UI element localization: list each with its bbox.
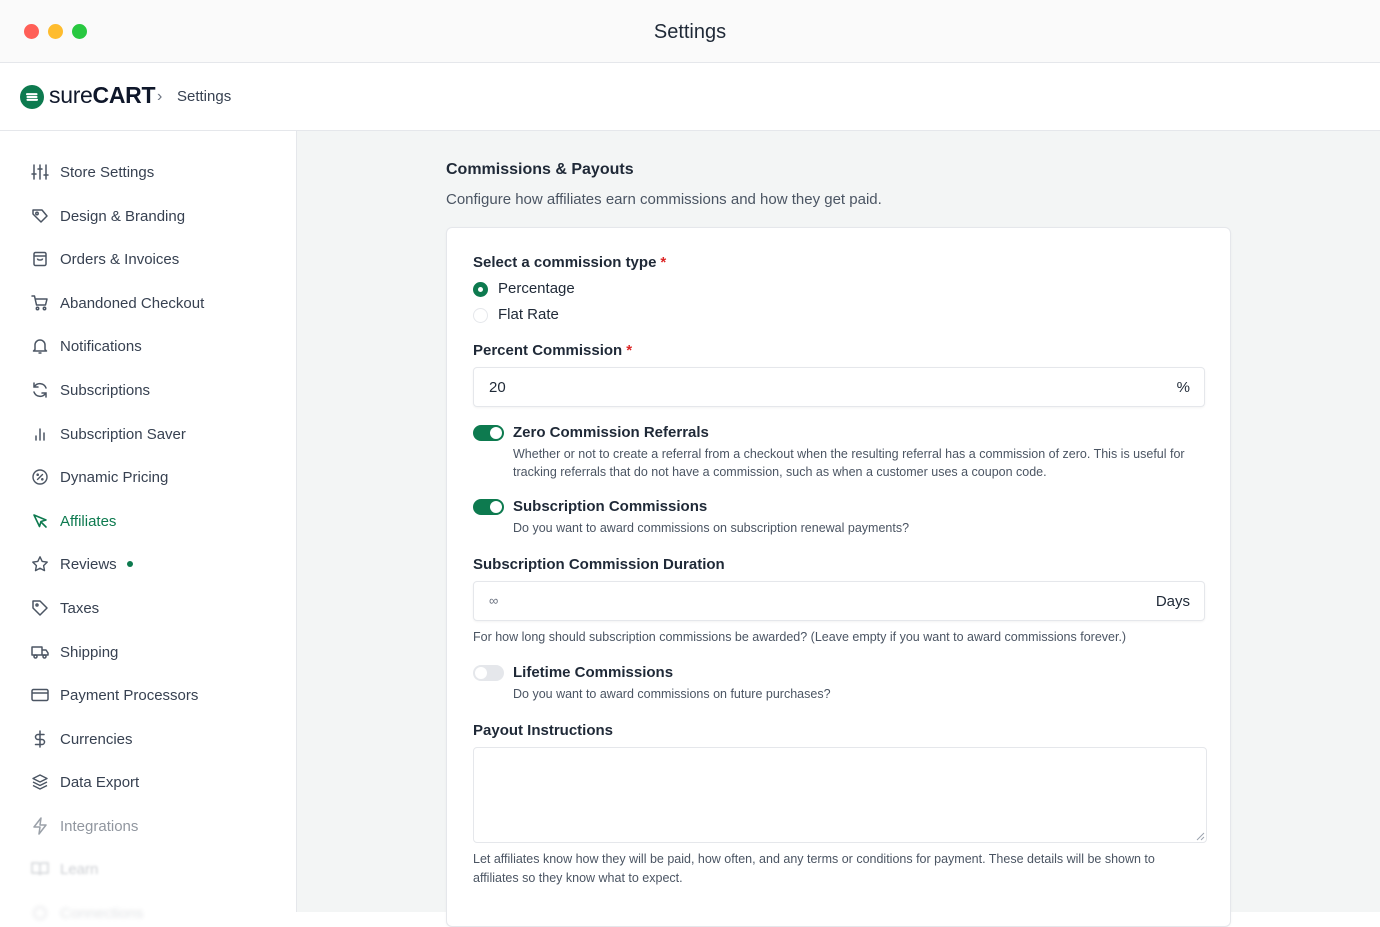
credit-card-icon bbox=[30, 685, 50, 705]
duration-placeholder: ∞ bbox=[489, 593, 499, 608]
sidebar-item-label: Orders & Invoices bbox=[60, 250, 180, 268]
sidebar-item-taxes[interactable] bbox=[30, 596, 99, 620]
refresh-icon bbox=[30, 380, 50, 400]
lifetime-commissions-description: Do you want to award commissions on future purchases? bbox=[513, 687, 831, 701]
window-titlebar bbox=[0, 0, 1380, 63]
days-suffix: Days bbox=[1155, 593, 1190, 610]
percent-commission-label bbox=[473, 342, 632, 359]
payout-instructions-label: Payout Instructions bbox=[473, 722, 614, 739]
book-icon bbox=[30, 859, 50, 879]
logo-wordmark[interactable] bbox=[49, 82, 155, 109]
sidebar-item-label: Subscription Saver bbox=[60, 425, 186, 443]
breadcrumb: Settings bbox=[177, 88, 232, 105]
sidebar-item-payment-processors[interactable] bbox=[30, 683, 198, 707]
percent-commission-value: 20 bbox=[489, 379, 506, 396]
sidebar-item-store-settings[interactable] bbox=[30, 160, 154, 184]
cart-icon bbox=[30, 293, 50, 313]
link-icon bbox=[30, 903, 50, 923]
sidebar-item-reviews[interactable] bbox=[30, 552, 133, 576]
sidebar-item-data-export[interactable] bbox=[30, 770, 139, 794]
sidebar-item-affiliates[interactable] bbox=[30, 509, 116, 533]
tag-icon bbox=[30, 598, 50, 618]
cursor-click-icon bbox=[30, 511, 50, 531]
sidebar-item-design-branding[interactable] bbox=[30, 204, 185, 228]
window-title: Settings bbox=[653, 21, 727, 43]
zero-commission-toggle[interactable] bbox=[473, 425, 504, 441]
sidebar-item-learn[interactable] bbox=[30, 857, 98, 881]
radio-percentage[interactable] bbox=[473, 282, 488, 297]
breadcrumb-separator: › bbox=[157, 88, 163, 105]
zero-commission-description: Whether or not to create a referral from a checkout when the resulting referral has a commission of zero. This is useful for tracking referrals that do not have a commission, such as when a customer uses a coupon code. bbox=[513, 447, 1185, 479]
brush-icon bbox=[30, 206, 50, 226]
duration-input[interactable] bbox=[473, 581, 1205, 621]
payout-instructions-textarea[interactable] bbox=[473, 747, 1207, 843]
sidebar-item-label: Subscriptions bbox=[60, 381, 151, 399]
sidebar-item-subscriptions[interactable] bbox=[30, 378, 150, 402]
percent-badge-icon bbox=[30, 467, 50, 487]
commission-type-label bbox=[473, 254, 666, 271]
sidebar-item-label: Affiliates bbox=[60, 512, 117, 530]
sidebar-item-label: Connections bbox=[60, 904, 144, 922]
sidebar-item-label: Design & Branding bbox=[60, 207, 186, 225]
sidebar-item-label: Payment Processors bbox=[60, 686, 199, 704]
sidebar-item-label: Reviews bbox=[60, 555, 117, 573]
percent-commission-label-text: Percent Commission bbox=[473, 342, 623, 359]
bar-chart-icon bbox=[30, 424, 50, 444]
sidebar-item-abandoned-checkout[interactable] bbox=[30, 291, 204, 315]
shopping-bag-icon bbox=[30, 249, 50, 269]
sidebar-item-connections[interactable] bbox=[30, 901, 143, 925]
bell-icon bbox=[30, 336, 50, 356]
subscription-commissions-description: Do you want to award commissions on subscription renewal payments? bbox=[513, 521, 910, 535]
sidebar-item-label: Data Export bbox=[60, 773, 140, 791]
subscription-commissions-title: Subscription Commissions bbox=[513, 498, 708, 515]
sidebar-item-label: Store Settings bbox=[60, 163, 155, 181]
sidebar-item-label: Dynamic Pricing bbox=[60, 468, 169, 486]
settings-sidebar bbox=[0, 131, 297, 922]
sidebar-item-integrations[interactable] bbox=[30, 814, 138, 838]
resize-grip-icon[interactable] bbox=[1195, 831, 1205, 841]
commission-type-label-text: Select a commission type bbox=[473, 254, 657, 271]
app-header bbox=[0, 64, 1380, 131]
section-title: Commissions & Payouts bbox=[446, 161, 634, 178]
dollar-icon bbox=[30, 729, 50, 749]
subscription-commissions-toggle[interactable] bbox=[473, 499, 504, 515]
sliders-icon bbox=[30, 162, 50, 182]
percent-commission-input[interactable] bbox=[473, 367, 1205, 407]
lifetime-commissions-toggle[interactable] bbox=[473, 665, 504, 681]
sidebar-item-label: Notifications bbox=[60, 337, 142, 355]
sidebar-item-subscription-saver[interactable] bbox=[30, 422, 186, 446]
sidebar-item-orders-invoices[interactable] bbox=[30, 247, 179, 271]
radio-flat-rate[interactable] bbox=[473, 308, 488, 323]
new-badge-dot bbox=[127, 561, 133, 567]
required-mark: * bbox=[626, 342, 633, 359]
zero-commission-title: Zero Commission Referrals bbox=[513, 424, 709, 441]
sidebar-item-label: Integrations bbox=[60, 817, 139, 835]
star-icon bbox=[30, 554, 50, 574]
logo-text-bold: CART bbox=[92, 82, 156, 108]
main-content bbox=[297, 131, 1380, 912]
layers-icon bbox=[30, 772, 50, 792]
surecart-logo-icon[interactable] bbox=[20, 85, 44, 109]
sidebar-item-label: Abandoned Checkout bbox=[60, 294, 205, 312]
bolt-icon bbox=[30, 816, 50, 836]
truck-icon bbox=[30, 642, 50, 662]
payout-instructions-help: Let affiliates know how they will be paid, how often, and any terms or conditions for payment. These details will be shown to affiliates so they know what to expect. bbox=[473, 852, 1155, 885]
section-description: Configure how affiliates earn commissions and how they get paid. bbox=[446, 191, 882, 208]
sidebar-item-notifications[interactable] bbox=[30, 334, 142, 358]
lifetime-commissions-title: Lifetime Commissions bbox=[513, 664, 674, 681]
sidebar-item-dynamic-pricing[interactable] bbox=[30, 465, 168, 489]
sidebar-item-label: Learn bbox=[60, 860, 99, 878]
duration-label: Subscription Commission Duration bbox=[473, 556, 725, 573]
sidebar-item-label: Currencies bbox=[60, 730, 133, 748]
duration-help: For how long should subscription commissions be awarded? (Leave empty if you want to award commissions forever.) bbox=[473, 630, 1127, 644]
radio-percentage-label[interactable]: Percentage bbox=[498, 280, 575, 297]
commissions-card bbox=[446, 227, 1231, 927]
sidebar-item-currencies[interactable] bbox=[30, 727, 133, 751]
required-mark: * bbox=[660, 254, 667, 271]
logo-text-light: sure bbox=[49, 82, 93, 108]
percent-suffix: % bbox=[1176, 379, 1190, 396]
sidebar-item-shipping[interactable] bbox=[30, 640, 118, 664]
radio-flat-rate-label[interactable]: Flat Rate bbox=[498, 306, 559, 323]
sidebar-item-label: Shipping bbox=[60, 643, 119, 661]
sidebar-item-label: Taxes bbox=[60, 599, 100, 617]
